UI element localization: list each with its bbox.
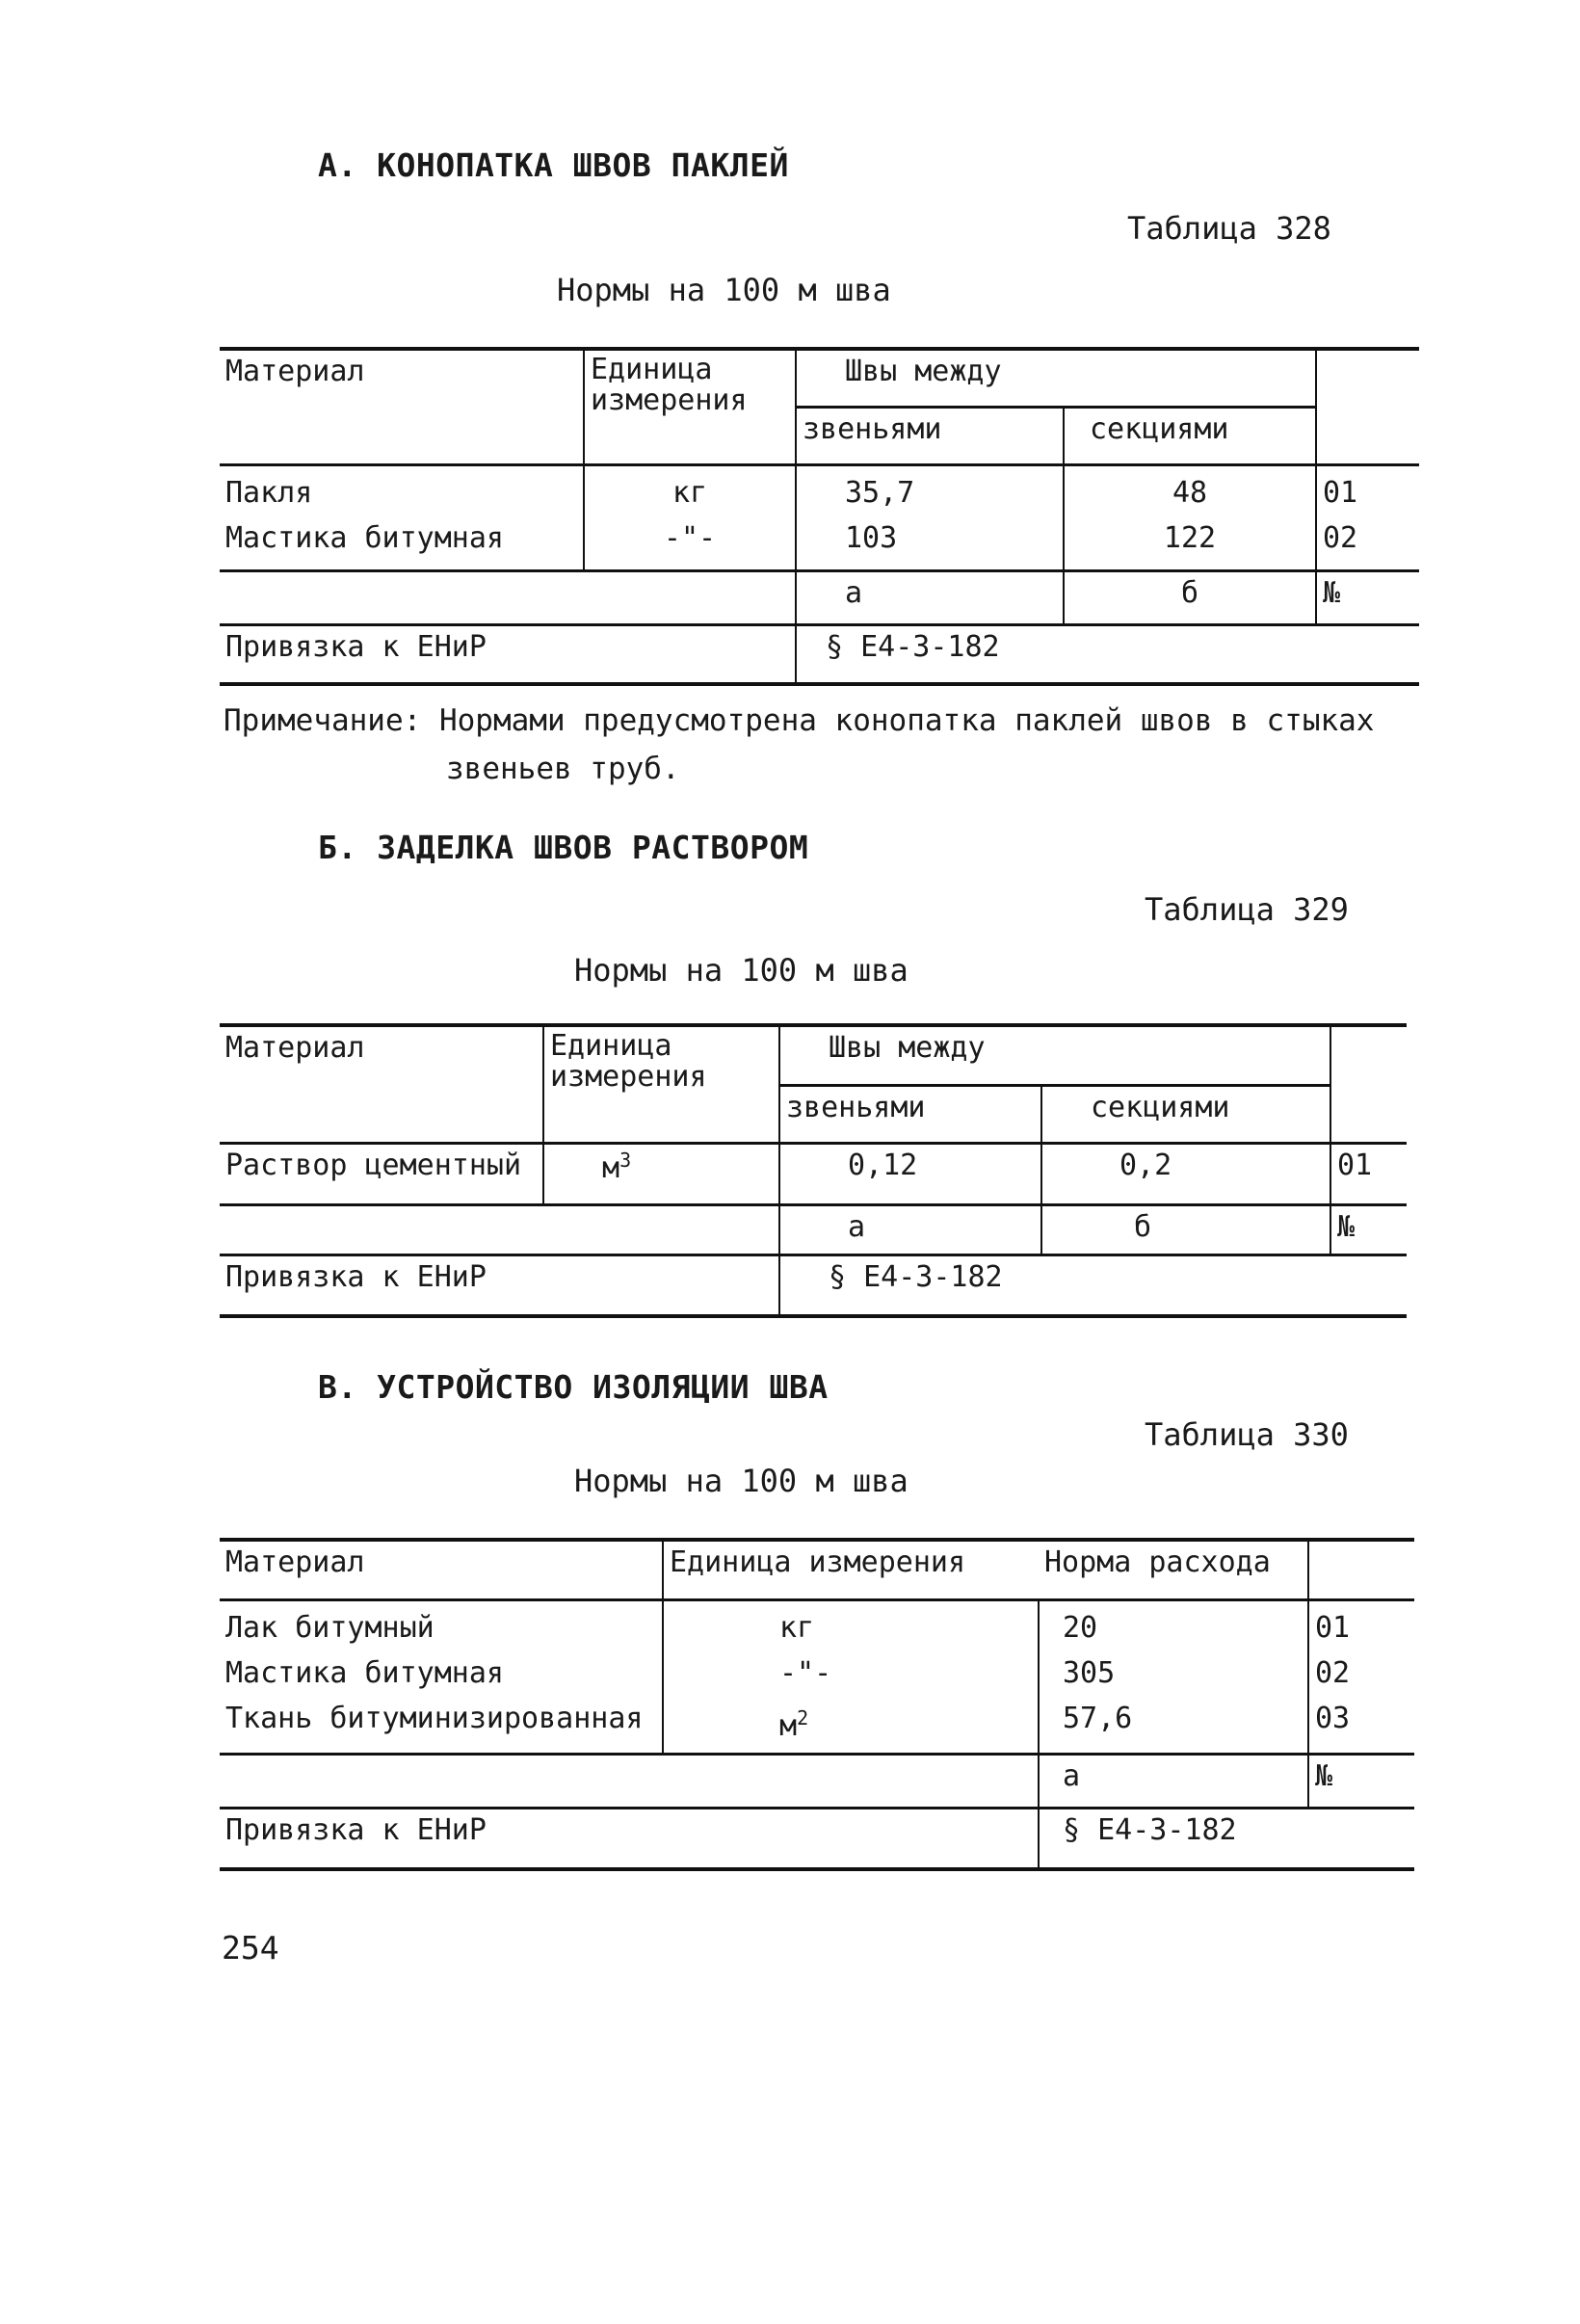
row-value: 305 <box>1063 1655 1116 1690</box>
row-value: 20 <box>1063 1610 1098 1645</box>
table-328-note-continued: звеньев труб. <box>446 752 680 786</box>
table-328-subtitle: Нормы на 100 м шва <box>557 272 891 308</box>
row-material: Пакля <box>225 475 313 510</box>
row-material: Мастика битумная <box>225 1655 504 1690</box>
row-material: Лак битумный <box>225 1610 434 1645</box>
enir-reference-value: § Е4-3-182 <box>796 624 1419 684</box>
row-material: Мастика битумная <box>225 520 504 555</box>
table-330-subtitle: Нормы на 100 м шва <box>574 1463 908 1499</box>
row-number: 01 <box>1330 1143 1407 1204</box>
header-links: звеньями <box>779 1085 1041 1143</box>
row-material: Раствор цементный <box>220 1143 543 1204</box>
row-value-a: 35,7 <box>845 475 915 510</box>
header-material: Материал <box>220 1540 663 1599</box>
table-328-label: Таблица 328 <box>1127 210 1331 247</box>
row-value-b: 0,2 <box>1041 1143 1330 1204</box>
page-number: 254 <box>222 1929 279 1967</box>
row-material: Ткань битуминизированная <box>225 1701 644 1735</box>
header-seams-between: Швы между <box>779 1025 1330 1085</box>
header-material: Материал <box>220 349 584 464</box>
section-c-heading: В. УСТРОЙСТВО ИЗОЛЯЦИИ ШВА <box>318 1368 829 1406</box>
row-value-a: 0,12 <box>779 1143 1041 1204</box>
row-unit-exponent: 2 <box>797 1705 809 1730</box>
row-unit: -"- <box>779 1655 832 1690</box>
row-unit: м <box>779 1708 798 1743</box>
enir-reference-label: Привязка к ЕНиР <box>220 1254 779 1316</box>
column-a-label: а <box>796 570 1064 624</box>
column-label-spacer <box>220 570 796 624</box>
header-blank <box>1308 1540 1414 1599</box>
section-a-heading: А. КОНОПАТКА ШВОВ ПАКЛЕЙ <box>318 146 789 184</box>
links-column <box>796 464 1064 570</box>
row-value-a: 103 <box>845 520 898 555</box>
row-number: 03 <box>1315 1701 1351 1735</box>
column-a-label: а <box>1039 1754 1308 1808</box>
material-column <box>220 1599 663 1754</box>
header-seams-between: Швы между <box>796 349 1316 407</box>
header-unit: Единица измерения <box>584 349 796 464</box>
section-b-heading: Б. ЗАДЕЛКА ШВОВ РАСТВОРОМ <box>318 829 809 866</box>
row-value-b: 48 <box>1172 475 1208 510</box>
header-sections: секциями <box>1064 407 1316 464</box>
row-number-column <box>1308 1599 1414 1754</box>
unit-column <box>584 464 796 570</box>
column-b-label: б <box>1064 570 1316 624</box>
table-330 <box>220 1538 1414 1871</box>
column-number-label: № <box>1308 1754 1414 1808</box>
header-blank <box>1330 1025 1407 1143</box>
column-number-label: № <box>1330 1204 1407 1254</box>
row-number-column <box>1316 464 1419 570</box>
header-blank <box>1316 349 1419 464</box>
row-unit: кг <box>779 1610 815 1645</box>
sections-column <box>1064 464 1316 570</box>
enir-reference-label: Привязка к ЕНиР <box>220 624 796 684</box>
row-unit: м <box>602 1150 620 1185</box>
table-329 <box>220 1023 1407 1318</box>
row-unit: -"- <box>663 520 717 555</box>
header-links: звеньями <box>796 407 1064 464</box>
column-a-label: а <box>779 1204 1041 1254</box>
row-number: 02 <box>1315 1655 1351 1690</box>
material-column <box>220 464 584 570</box>
column-number-label: № <box>1316 570 1419 624</box>
row-unit-cell <box>779 1696 1032 1749</box>
row-unit: кг <box>672 475 708 510</box>
norm-column <box>1039 1599 1308 1754</box>
row-number: 01 <box>1315 1610 1351 1645</box>
table-328 <box>220 347 1419 686</box>
table-329-label: Таблица 329 <box>1145 891 1349 928</box>
header-sections: секциями <box>1041 1085 1330 1143</box>
column-b-label: б <box>1041 1204 1330 1254</box>
column-label-spacer <box>220 1754 1039 1808</box>
row-number: 01 <box>1323 475 1358 510</box>
row-unit-cell <box>543 1143 779 1204</box>
column-label-spacer <box>220 1204 779 1254</box>
enir-reference-value: § Е4-3-182 <box>779 1254 1407 1316</box>
header-material: Материал <box>220 1025 543 1143</box>
row-value-b: 122 <box>1163 520 1217 555</box>
row-value: 57,6 <box>1063 1701 1133 1735</box>
table-329-subtitle: Нормы на 100 м шва <box>574 952 908 989</box>
row-number: 02 <box>1323 520 1358 555</box>
header-unit: Единица измерения <box>543 1025 779 1143</box>
enir-reference-value: § Е4-3-182 <box>1039 1808 1414 1869</box>
unit-column <box>663 1599 1039 1754</box>
header-unit: Единица измерения <box>663 1540 1039 1599</box>
row-unit-exponent: 3 <box>619 1148 632 1172</box>
table-330-label: Таблица 330 <box>1145 1416 1349 1453</box>
header-norm: Норма расхода <box>1039 1540 1308 1599</box>
table-328-note: Примечание: Нормами предусмотрена конопатка паклей швов в стыках <box>224 703 1375 738</box>
enir-reference-label: Привязка к ЕНиР <box>220 1808 1039 1869</box>
